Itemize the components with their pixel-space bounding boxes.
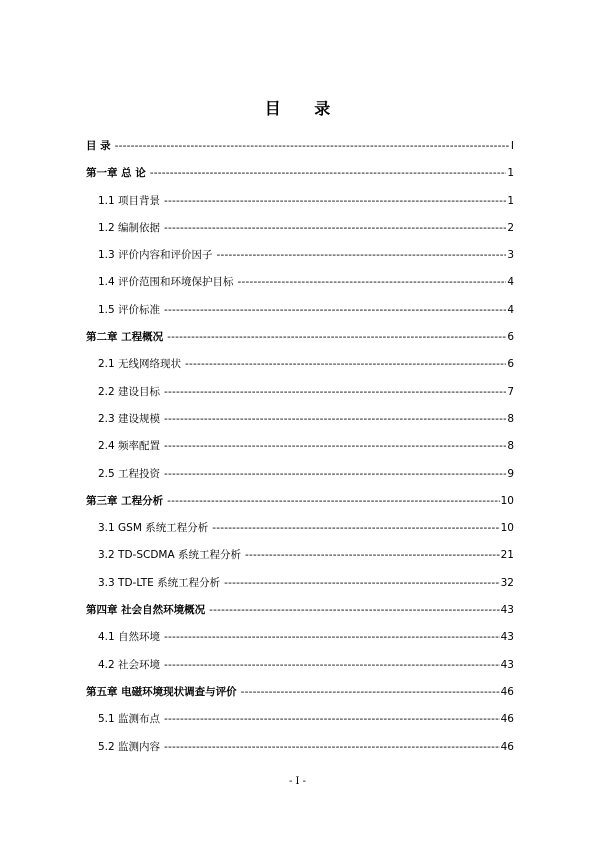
toc-page-number: 43 [500, 604, 514, 617]
toc-entry-label: 2.2 建设目标 [98, 385, 161, 398]
toc-entry-label: 4.2 社会环境 [98, 658, 161, 671]
toc-dot-leader [245, 542, 500, 569]
toc-dot-leader [164, 379, 506, 406]
toc-entry-20[interactable] [86, 652, 514, 679]
toc-dot-leader [241, 679, 500, 706]
toc-entry-label: 2.3 建设规模 [98, 412, 161, 425]
toc-dot-leader [185, 351, 506, 378]
toc-entry-label: 2.4 频率配置 [98, 440, 161, 453]
toc-entry-label: 第二章 工程概况 [86, 331, 164, 344]
toc-dot-leader [164, 215, 506, 242]
toc-entry-16[interactable] [86, 542, 514, 569]
toc-page-number: 46 [500, 740, 514, 753]
toc-entry-1[interactable] [86, 133, 514, 160]
toc-entry-9[interactable] [86, 351, 514, 378]
toc-dot-leader [217, 242, 507, 269]
toc-dot-leader [164, 297, 506, 324]
toc-dot-leader [164, 624, 500, 651]
toc-page-number: 10 [500, 522, 514, 535]
toc-dot-leader [150, 160, 507, 187]
toc-page-number: 7 [507, 385, 514, 398]
toc-entry-22[interactable] [86, 706, 514, 733]
toc-page-number: 1 [507, 167, 514, 180]
toc-entry-6[interactable] [86, 269, 514, 296]
toc-entry-11[interactable] [86, 406, 514, 433]
toc-entry-23[interactable] [86, 734, 514, 761]
toc-dot-leader [164, 461, 506, 488]
toc-entry-label: 3.3 TD-LTE 系统工程分析 [98, 576, 221, 589]
toc-page-number: 8 [507, 440, 514, 453]
toc-dot-leader [164, 433, 506, 460]
toc-entry-label: 2.5 工程投资 [98, 467, 161, 480]
toc-page-number: 4 [507, 276, 514, 289]
toc-dot-leader [115, 133, 510, 160]
toc-dot-leader [164, 406, 506, 433]
toc-entry-18[interactable] [86, 597, 514, 624]
toc-page-number: 10 [500, 494, 514, 507]
toc-page-number: 43 [500, 631, 514, 644]
toc-page-number: 43 [500, 658, 514, 671]
toc-dot-leader [212, 515, 499, 542]
toc-page-number: 2 [507, 221, 514, 234]
toc-entry-10[interactable] [86, 379, 514, 406]
toc-entry-label: 1.4 评价范围和环境保护目标 [98, 276, 234, 289]
toc-entry-label: 第一章 总 论 [86, 167, 146, 180]
table-of-contents [86, 133, 514, 761]
toc-entry-label: 3.2 TD-SCDMA 系统工程分析 [98, 549, 241, 562]
toc-dot-leader [167, 488, 499, 515]
toc-entry-label: 第四章 社会自然环境概况 [86, 604, 206, 617]
toc-page-number: 6 [507, 331, 514, 344]
toc-entry-label: 4.1 自然环境 [98, 631, 161, 644]
toc-dot-leader [164, 188, 506, 215]
toc-page-number: 4 [507, 303, 514, 316]
toc-entry-17[interactable] [86, 570, 514, 597]
toc-page-number: 46 [500, 685, 514, 698]
toc-entry-5[interactable] [86, 242, 514, 269]
toc-entry-label: 第五章 电磁环境现状调查与评价 [86, 685, 237, 698]
toc-entry-12[interactable] [86, 433, 514, 460]
page-number-footer: - I - [288, 776, 307, 787]
toc-entry-13[interactable] [86, 461, 514, 488]
toc-entry-15[interactable] [86, 515, 514, 542]
toc-entry-label: 5.2 监测内容 [98, 740, 161, 753]
toc-page-number: I [510, 140, 514, 152]
page-title: 目 录 [264, 99, 345, 118]
toc-entry-label: 5.1 监测布点 [98, 713, 161, 726]
toc-entry-label: 3.1 GSM 系统工程分析 [98, 522, 209, 535]
toc-page-number: 46 [500, 713, 514, 726]
toc-page-number: 32 [500, 576, 514, 589]
toc-dot-leader [238, 269, 507, 296]
toc-entry-label: 1.2 编制依据 [98, 221, 161, 234]
toc-entry-label: 1.3 评价内容和评价因子 [98, 249, 213, 262]
toc-page-number: 9 [507, 467, 514, 480]
toc-dot-leader [164, 652, 500, 679]
toc-page-number: 1 [507, 194, 514, 207]
toc-entry-21[interactable] [86, 679, 514, 706]
toc-page-number: 6 [507, 358, 514, 371]
toc-entry-8[interactable] [86, 324, 514, 351]
toc-entry-19[interactable] [86, 624, 514, 651]
toc-dot-leader [224, 570, 500, 597]
toc-entry-label: 1.5 评价标准 [98, 303, 161, 316]
toc-page-number: 8 [507, 412, 514, 425]
toc-dot-leader [209, 597, 499, 624]
toc-entry-label: 2.1 无线网络现状 [98, 358, 182, 371]
toc-page-number: 3 [507, 249, 514, 262]
toc-page-number: 21 [500, 549, 514, 562]
toc-entry-label: 第三章 工程分析 [86, 494, 164, 507]
toc-dot-leader [164, 706, 500, 733]
toc-entry-4[interactable] [86, 215, 514, 242]
toc-entry-label: 目 录 [86, 140, 111, 152]
toc-entry-label: 1.1 项目背景 [98, 194, 161, 207]
toc-entry-3[interactable] [86, 188, 514, 215]
toc-dot-leader [167, 324, 506, 351]
toc-entry-2[interactable] [86, 160, 514, 187]
toc-dot-leader [164, 734, 500, 761]
toc-entry-7[interactable] [86, 297, 514, 324]
toc-entry-14[interactable] [86, 488, 514, 515]
